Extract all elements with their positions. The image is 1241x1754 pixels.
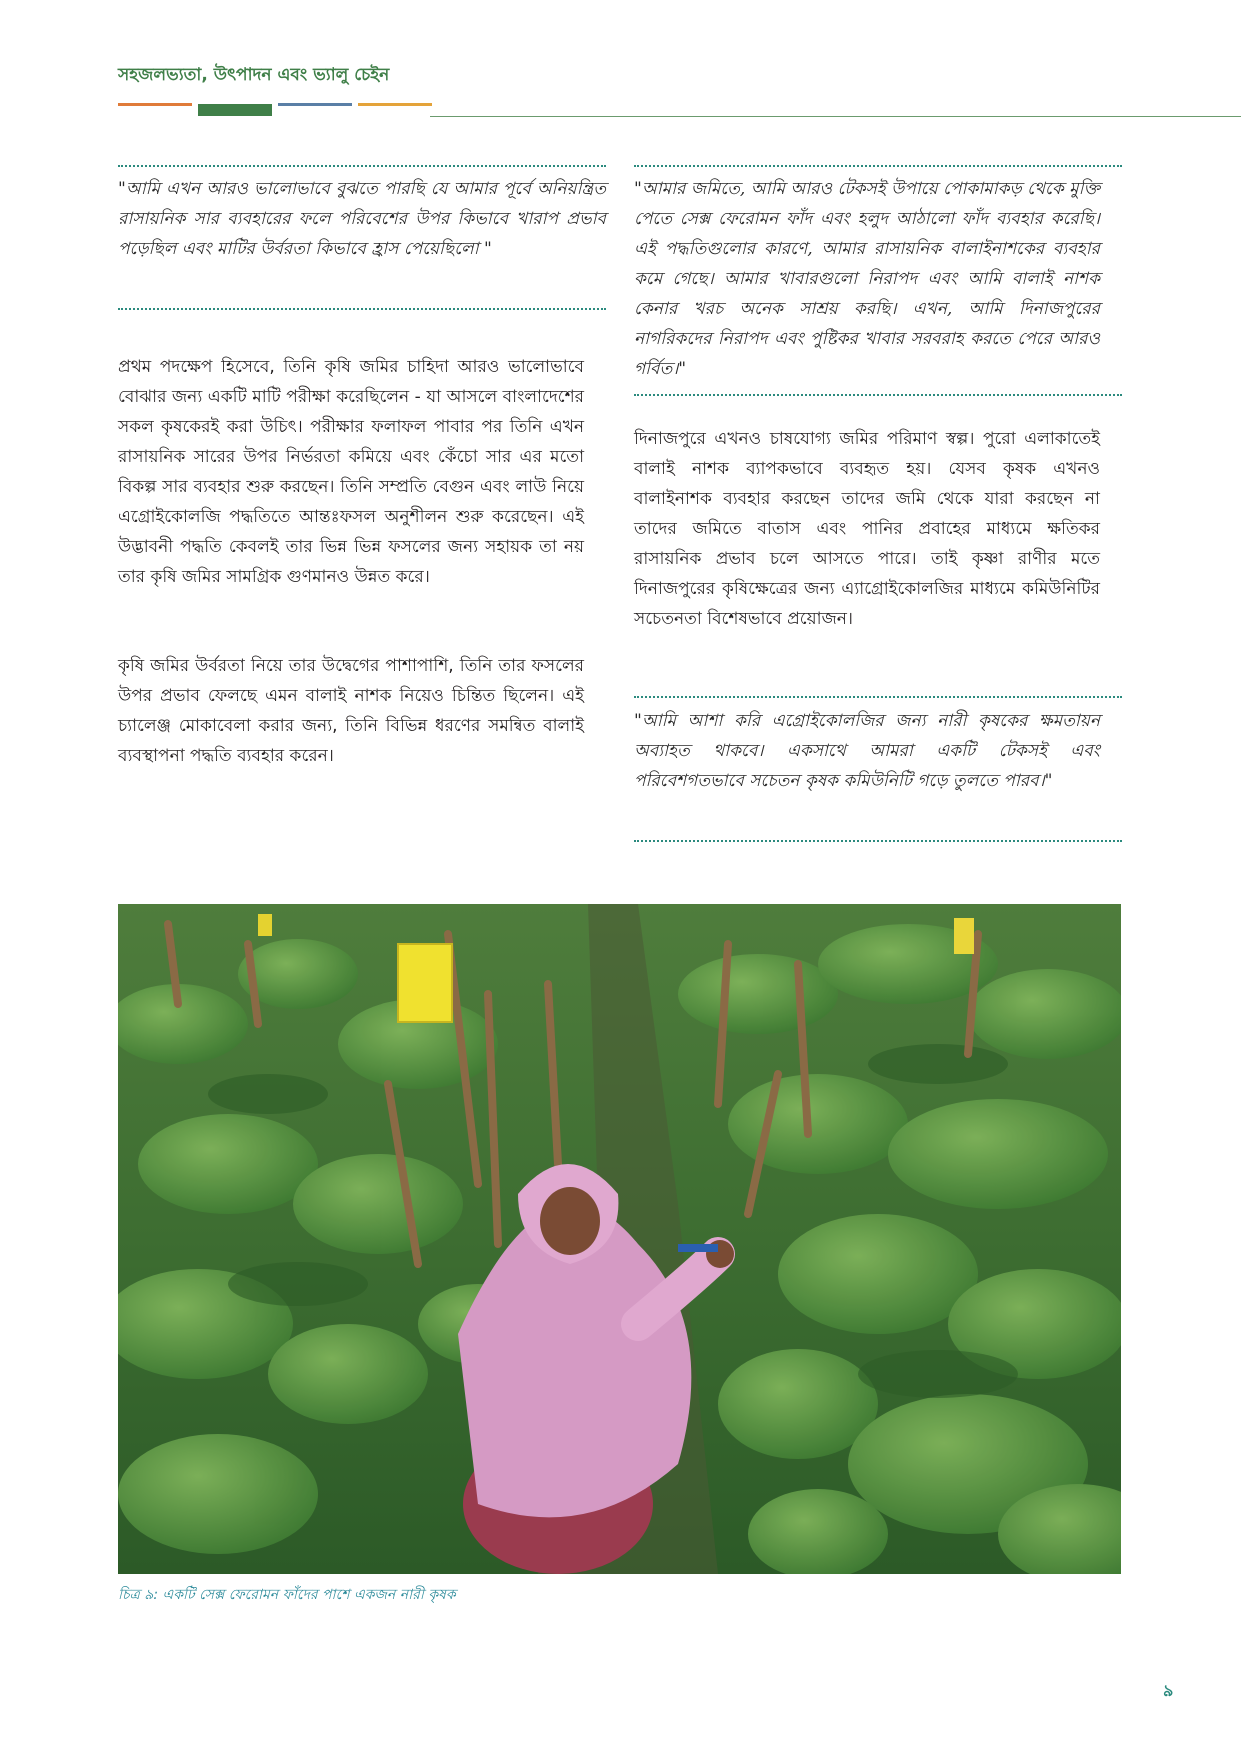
right-quote-1: "আমার জমিতে, আমি আরও টেকসই উপায়ে পোকামাকড় থেকে মুক্তি পেতে সেক্স ফেরোমন ফাঁদ এবং হলুদ আঠালো ফাঁদ ব্যবহার করেছি। এই পদ্ধতিগুলোর কারণে, আমার রাসায়নিক বালাইনাশকের ব্যবহার কমে গেছে। আমার খাবারগুলো নিরাপদ এবং আমি বালাই নাশক কেনার খরচ অনেক সাশ্রয় করছি। এখন, আমি দিনাজপুরের নাগরিকদের নিরাপদ এবং পুষ্টিকর খাবার সরবরাহ করতে পেরে আরও গর্বিত।" (634, 179, 1100, 379)
quote-divider-bottom (634, 394, 1122, 396)
accent-bar-yellow (358, 103, 432, 106)
accent-bar-green (198, 104, 272, 116)
header-rule (430, 116, 1241, 117)
quote-divider-bottom (634, 840, 1122, 842)
accent-bar-orange (118, 103, 192, 106)
quote-divider-top (634, 165, 1122, 167)
left-paragraph-2: কৃষি জমির উর্বরতা নিয়ে তার উদ্বেগের পাশাপাশি, তিনি তার ফসলের উপর প্রভাব ফেলছে এমন বালাই নাশক নিয়েও চিন্তিত ছিলেন। এই চ্যালেঞ্জ মোকাবেলা করার জন্য, তিনি বিভিন্ন ধরণের সমন্বিত বালাই ব্যবস্থাপনা পদ্ধতি ব্যবহার করেন। (118, 656, 584, 766)
figure-caption: চিত্র ৯: একটি সেক্স ফেরোমন ফাঁদের পাশে একজন নারী কৃষক (118, 1587, 456, 1603)
left-paragraph-1: প্রথম পদক্ষেপ হিসেবে, তিনি কৃষি জমির চাহিদা আরও ভালোভাবে বোঝার জন্য একটি মাটি পরীক্ষা করেছিলেন - যা আসলে বাংলাদেশের সকল কৃষকেরই করা উচিৎ। পরীক্ষার ফলাফল পাবার পর তিনি এখন রাসায়নিক সারের উপর নির্ভরতা কমিয়ে এবং কেঁচো সার এর মতো বিকল্প সার ব্যবহার শুরু করছেন। তিনি সম্প্রতি বেগুন এবং লাউ নিয়ে এগ্রোইকোলজি পদ্ধতিতে আন্তঃফসল অনুশীলন শুরু করেছেন। এই উদ্ভাবনী পদ্ধতি কেবলই তার ভিন্ন ভিন্ন ফসলের জন্য সহায়ক তা নয় তার কৃষি জমির সামগ্রিক গুণমানও উন্নত করে। (118, 357, 584, 587)
quote-divider-top (634, 696, 1122, 698)
quote-divider-bottom (118, 308, 606, 310)
section-title: সহজলভ্যতা, উৎপাদন এবং ভ্যালু চেইন (118, 65, 390, 85)
accent-bar-blue (278, 103, 352, 106)
right-paragraph: দিনাজপুরে এখনও চাষযোগ্য জমির পরিমাণ স্বল্প। পুরো এলাকাতেই বালাই নাশক ব্যাপকভাবে ব্যবহৃত হয়। যেসব কৃষক এখনও বালাইনাশক ব্যবহার করছেন তাদের জমি থেকে যারা করছেন না তাদের জমিতে বাতাস এবং পানির প্রবাহের মাধ্যমে ক্ষতিকর রাসায়নিক প্রভাব চলে আসতে পারে। তাই কৃষ্ণা রাণীর মতে দিনাজপুরের কৃষিক্ষেত্রের জন্য এ্যাগ্রোইকোলজির মাধ্যমে কমিউনিটির সচেতনতা বিশেষভাবে প্রয়োজন। (634, 429, 1100, 629)
left-quote: "আমি এখন আরও ভালোভাবে বুঝতে পারছি যে আমার পূর্বে অনিয়ন্ত্রিত রাসায়নিক সার ব্যবহারের ফলে পরিবেশের উপর কিভাবে খারাপ প্রভাব পড়েছিল এবং মাটির উর্বরতা কিভাবে হ্রাস পেয়েছিলো " (118, 179, 606, 259)
farmer-photo (118, 904, 1121, 1574)
quote-divider-top (118, 165, 606, 167)
right-quote-2: "আমি আশা করি এগ্রোইকোলজির জন্য নারী কৃষকের ক্ষমতায়ন অব্যাহত থাকবে। একসাথে আমরা একটি টেকসই এবং পরিবেশগতভাবে সচেতন কৃষক কমিউনিটি গড়ে তুলতে পারব।" (634, 711, 1100, 791)
page-number: ৯ (1163, 1681, 1174, 1700)
